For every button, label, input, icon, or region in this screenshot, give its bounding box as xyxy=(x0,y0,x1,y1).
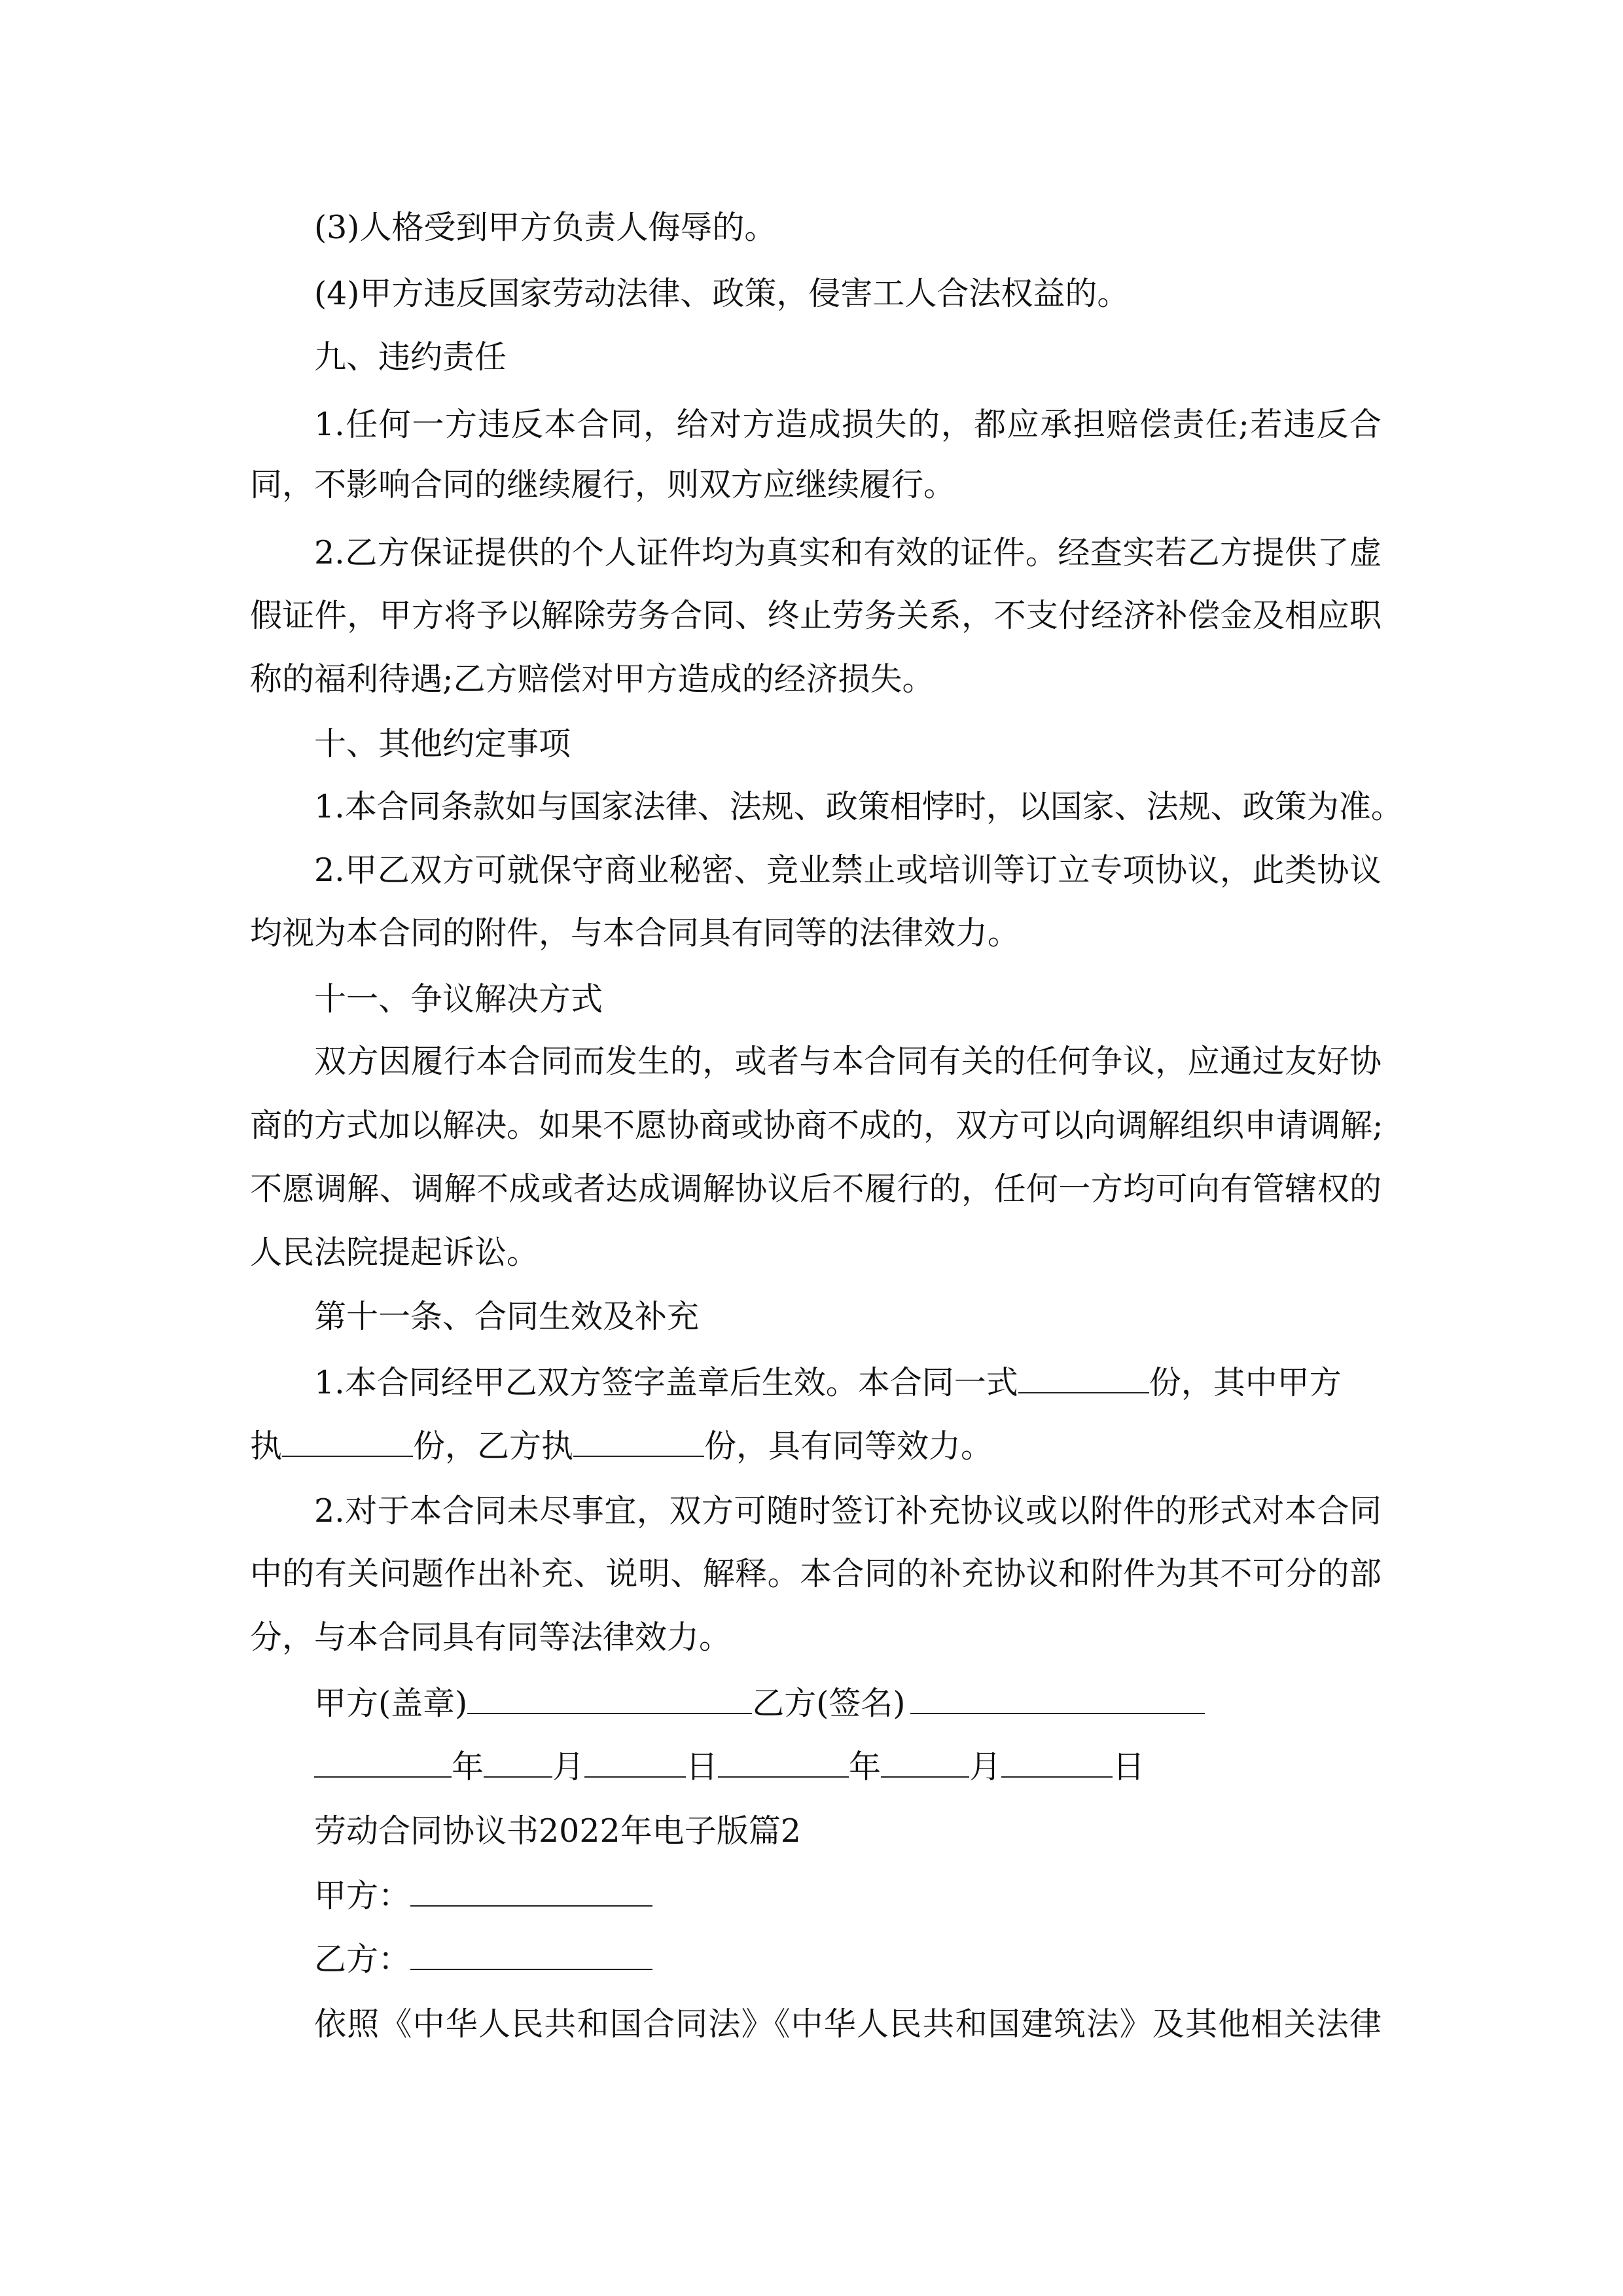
paragraph-line: 2.乙方保证提供的个人证件均为真实和有效的证件。经查实若乙方提供了虚 xyxy=(314,534,1382,571)
signature-line xyxy=(314,1683,1382,1725)
paragraph-line: 人民法院提起诉讼。 xyxy=(250,1234,539,1271)
paragraph-line: 假证件，甲方将予以解除劳务合同、终止劳务关系，不支付经济补偿金及相应职 xyxy=(250,597,1382,634)
day-label: 日 xyxy=(1113,1748,1145,1785)
copies-text: 份，其中甲方 xyxy=(1149,1364,1342,1401)
paragraph-line: 1.本合同条款如与国家法律、法规、政策相悖时，以国家、法规、政策为准。 xyxy=(314,788,1403,825)
clause-item: (4)甲方违反国家劳动法律、政策，侵害工人合法权益的。 xyxy=(314,275,1130,312)
paragraph-line: 2.对于本合同未尽事宜，双方可随时签订补充协议或以附件的形式对本合同 xyxy=(314,1492,1382,1530)
party-a-month-blank[interactable] xyxy=(484,1746,552,1778)
party-b-sign-label: 乙方(签名) xyxy=(752,1685,906,1722)
paragraph-line: 分，与本合同具有同等法律效力。 xyxy=(250,1619,732,1656)
section2-party-b xyxy=(314,1939,1382,1981)
party-a-year-blank[interactable] xyxy=(314,1746,452,1778)
party-b-month-blank[interactable] xyxy=(881,1746,969,1778)
section-heading: 第十一条、合同生效及补充 xyxy=(314,1298,700,1335)
date-line xyxy=(314,1746,1382,1788)
copies-text: 份，具有同等效力。 xyxy=(704,1427,993,1465)
copies-line-2 xyxy=(250,1426,1382,1467)
paragraph-line: 依照《中华人民共和国合同法》《中华人民共和国建筑法》及其他相关法律 xyxy=(314,2005,1382,2043)
copies-text: 1.本合同经甲乙双方签字盖章后生效。本合同一式 xyxy=(314,1364,1018,1401)
day-label: 日 xyxy=(686,1748,719,1785)
party-b-sign-blank[interactable] xyxy=(910,1683,1205,1714)
paragraph-line: 均视为本合同的附件，与本合同具有同等的法律效力。 xyxy=(250,914,1020,952)
party-b-day-blank[interactable] xyxy=(1001,1746,1113,1778)
clause-item: (3)人格受到甲方负责人侮辱的。 xyxy=(314,209,777,246)
paragraph-line: 同，不影响合同的继续履行，则双方应继续履行。 xyxy=(250,466,956,503)
party-a-seal-label: 甲方(盖章) xyxy=(314,1685,468,1722)
party-b-blank[interactable] xyxy=(410,1939,652,1970)
section-heading: 九、违约责任 xyxy=(314,338,507,376)
section2-title: 劳动合同协议书2022年电子版篇2 xyxy=(314,1812,801,1850)
party-b-label: 乙方： xyxy=(314,1941,411,1978)
paragraph-line: 称的福利待遇;乙方赔偿对甲方造成的经济损失。 xyxy=(250,660,935,698)
copies-line-1 xyxy=(314,1362,1382,1404)
month-label: 月 xyxy=(552,1748,585,1785)
paragraph-line: 双方因履行本合同而发生的，或者与本合同有关的任何争议，应通过友好协 xyxy=(314,1043,1382,1080)
copies-text: 份，乙方执 xyxy=(413,1427,574,1465)
party-a-blank[interactable] xyxy=(410,1875,652,1907)
copies-text: 执 xyxy=(250,1427,283,1465)
month-label: 月 xyxy=(969,1748,1002,1785)
section-heading: 十、其他约定事项 xyxy=(314,725,571,762)
section2-party-a xyxy=(314,1875,1382,1917)
paragraph-line: 商的方式加以解决。如果不愿协商或协商不成的，双方可以向调解组织申请调解; xyxy=(250,1107,1383,1144)
paragraph-line: 不愿调解、调解不成或者达成调解协议后不履行的，任何一方均可向有管辖权的 xyxy=(250,1170,1382,1208)
party-b-copies-blank[interactable] xyxy=(573,1426,704,1457)
paragraph-line: 1.任何一方违反本合同，给对方造成损失的，都应承担赔偿责任;若违反合 xyxy=(314,406,1382,443)
paragraph-line: 中的有关问题作出补充、说明、解释。本合同的补充协议和附件为其不可分的部 xyxy=(250,1555,1382,1592)
party-a-day-blank[interactable] xyxy=(584,1746,686,1778)
year-label: 年 xyxy=(452,1748,484,1785)
party-a-label: 甲方： xyxy=(314,1877,411,1914)
party-b-year-blank[interactable] xyxy=(718,1746,849,1778)
total-copies-blank[interactable] xyxy=(1018,1362,1149,1393)
paragraph-line: 2.甲乙双方可就保守商业秘密、竞业禁止或培训等订立专项协议，此类协议 xyxy=(314,852,1382,889)
party-a-seal-blank[interactable] xyxy=(467,1683,752,1714)
year-label: 年 xyxy=(849,1748,882,1785)
party-a-copies-blank[interactable] xyxy=(282,1426,413,1457)
section-heading: 十一、争议解决方式 xyxy=(314,980,603,1018)
